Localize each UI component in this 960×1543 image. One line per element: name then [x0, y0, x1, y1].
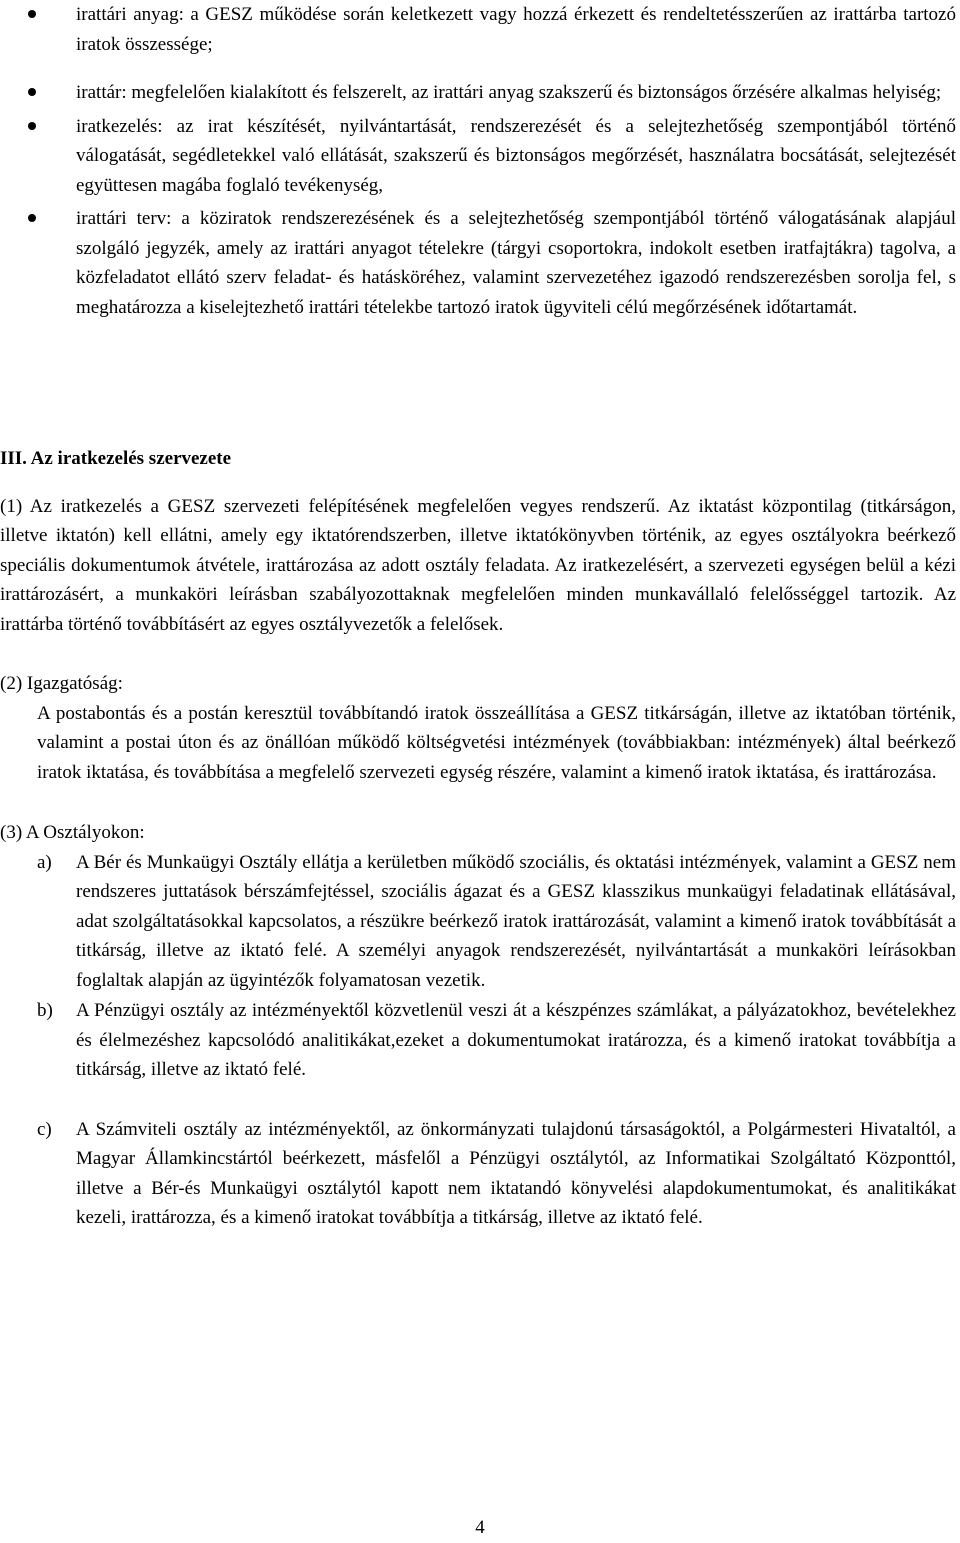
- definition-item: [0, 78, 956, 108]
- definition-text: irattár: megfelelően kialakított és felszerelt, az irattári anyag szakszerű és biztonságos őrzésére alkalmas helyiség;: [76, 82, 942, 103]
- section-heading: [0, 444, 956, 474]
- department-item: [0, 1115, 956, 1233]
- item-marker: a): [37, 851, 52, 873]
- definition-list: [0, 0, 956, 322]
- department-list: [0, 848, 956, 1233]
- paragraph-3-title: (3) A Osztályokon:: [0, 822, 145, 843]
- department-text: A Bér és Munkaügyi Osztály ellátja a kerületben működő szociális, és oktatási intézmények, valamint a GESZ nem rendszeres juttatások bérszámfejtéssel, szociális ágazat és a GESZ klasszikus munkaügyi feladatinak ellátásával, adat szolgáltatásokkal kapcsolatos, a részükre beérkező iratok irattározását, valamint a kimenő iratok továbbítását a titkárság, illetve az iktató felé. A személyi anyagok rendszerezését, nyilvántartását a munkaköri leírásokban foglaltak alapján az ügyintézők folyamatosan vezetik.: [76, 851, 956, 991]
- item-marker: b): [37, 1000, 53, 1021]
- definition-text: irattári terv: a köziratok rendszerezésének és a selejtezhetőség szempontjából történő válogatásának alapjául szolgáló jegyzék, amely az irattári anyagot tételekre (tárgyi csoportokra, indokolt esetben iratfajtákra) tagolva, a közfeladatot ellátó szerv feladat- és hatásköréhez, valamint szervezetéhez igazodó rendszerezésben sorolja fel, s meghatározza a kiselejtezhető irattári tételekbe tartozó iratok ügyviteli célú megőrzésének időtartamát.: [76, 208, 956, 318]
- section-title: Az iratkezelés szervezete: [30, 448, 232, 469]
- definition-item: [0, 204, 956, 322]
- definition-item: [0, 0, 956, 59]
- department-text: A Számviteli osztály az intézményektől, az önkormányzati tulajdonú társaságoktól, a Polgármesteri Hivataltól, a Magyar Államkincstártól beérkezett, másfelől a Pénzügyi osztálytól, az Informatikai Szolgáltató Központtól, illetve a Bér-és Munkaügyi osztálytól kapott nem iktatandó könyvelési alapdokumentumokat, és analitikákat kezeli, irattározza, és a kimenő iratokat továbbítja a titkárság, illetve az iktató felé.: [76, 1118, 956, 1228]
- paragraph-2-title: (2) Igazgatóság:: [0, 673, 123, 694]
- definition-item: [0, 112, 956, 201]
- paragraph-2-body: A postabontás és a postán keresztül továbbítandó iratok összeállítása a GESZ titkárságán, illetve az iktatóban történik, valamint a postai úton és az önállóan működő költségvetési intézmények (továbbiakban: intézmények) által beérkező iratok iktatása, és továbbítása a megfelelő szervezeti egység részére, valamint a kimenő iratok iktatása, és irattározása.: [37, 702, 956, 783]
- section-number: III.: [0, 448, 27, 469]
- page-number: 4: [475, 1517, 485, 1538]
- bullet-dot-icon: [28, 214, 36, 222]
- bullet-dot-icon: [28, 10, 36, 18]
- bullet-dot-icon: [28, 122, 36, 130]
- definition-text: iratkezelés: az irat készítését, nyilvántartását, rendszerezését és a selejtezhetőség szempontjából történő válogatását, segédletekkel való ellátását, szakszerű és biztonságos megőrzését, használatra bocsátását, selejtezését együttesen magába foglaló tevékenység,: [76, 115, 956, 196]
- department-item: [0, 848, 956, 996]
- definition-text: irattári anyag: a GESZ működése során keletkezett vagy hozzá érkezett és rendeltetésszerűen az irattárba tartozó iratok összessége;: [76, 4, 956, 55]
- item-marker: c): [37, 1118, 52, 1140]
- bullet-dot-icon: [28, 88, 36, 96]
- paragraph-1: (1) Az iratkezelés a GESZ szervezeti felépítésének megfelelően vegyes rendszerű. Az iktatást központilag (titkárságon, illetve iktatón) kell ellátni, amely egy iktatórendszerben, illetve iktatókönyvben történik, az egyes osztályokra beérkező speciális dokumentumok átvétele, irattározása az adott osztály feladata. Az iratkezelésért, a szervezeti egységen belül a kézi irattározásért, a munkaköri leírásban szabályozottaknak megfelelően minden munkavállaló felelősséggel tartozik. Az irattárba történő továbbításért az egyes osztályvezetők a felelősek.: [0, 495, 956, 635]
- department-text: A Pénzügyi osztály az intézményektől közvetlenül veszi át a készpénzes számlákat, a pályázatokhoz, bevételekhez és élelmezéshez kapcsolódó analitikákat,ezeket a dokumentumokat iratározza, és a kimenő iratokat továbbítja a titkárság, illetve az iktató felé.: [76, 1000, 956, 1080]
- department-item: [0, 996, 956, 1085]
